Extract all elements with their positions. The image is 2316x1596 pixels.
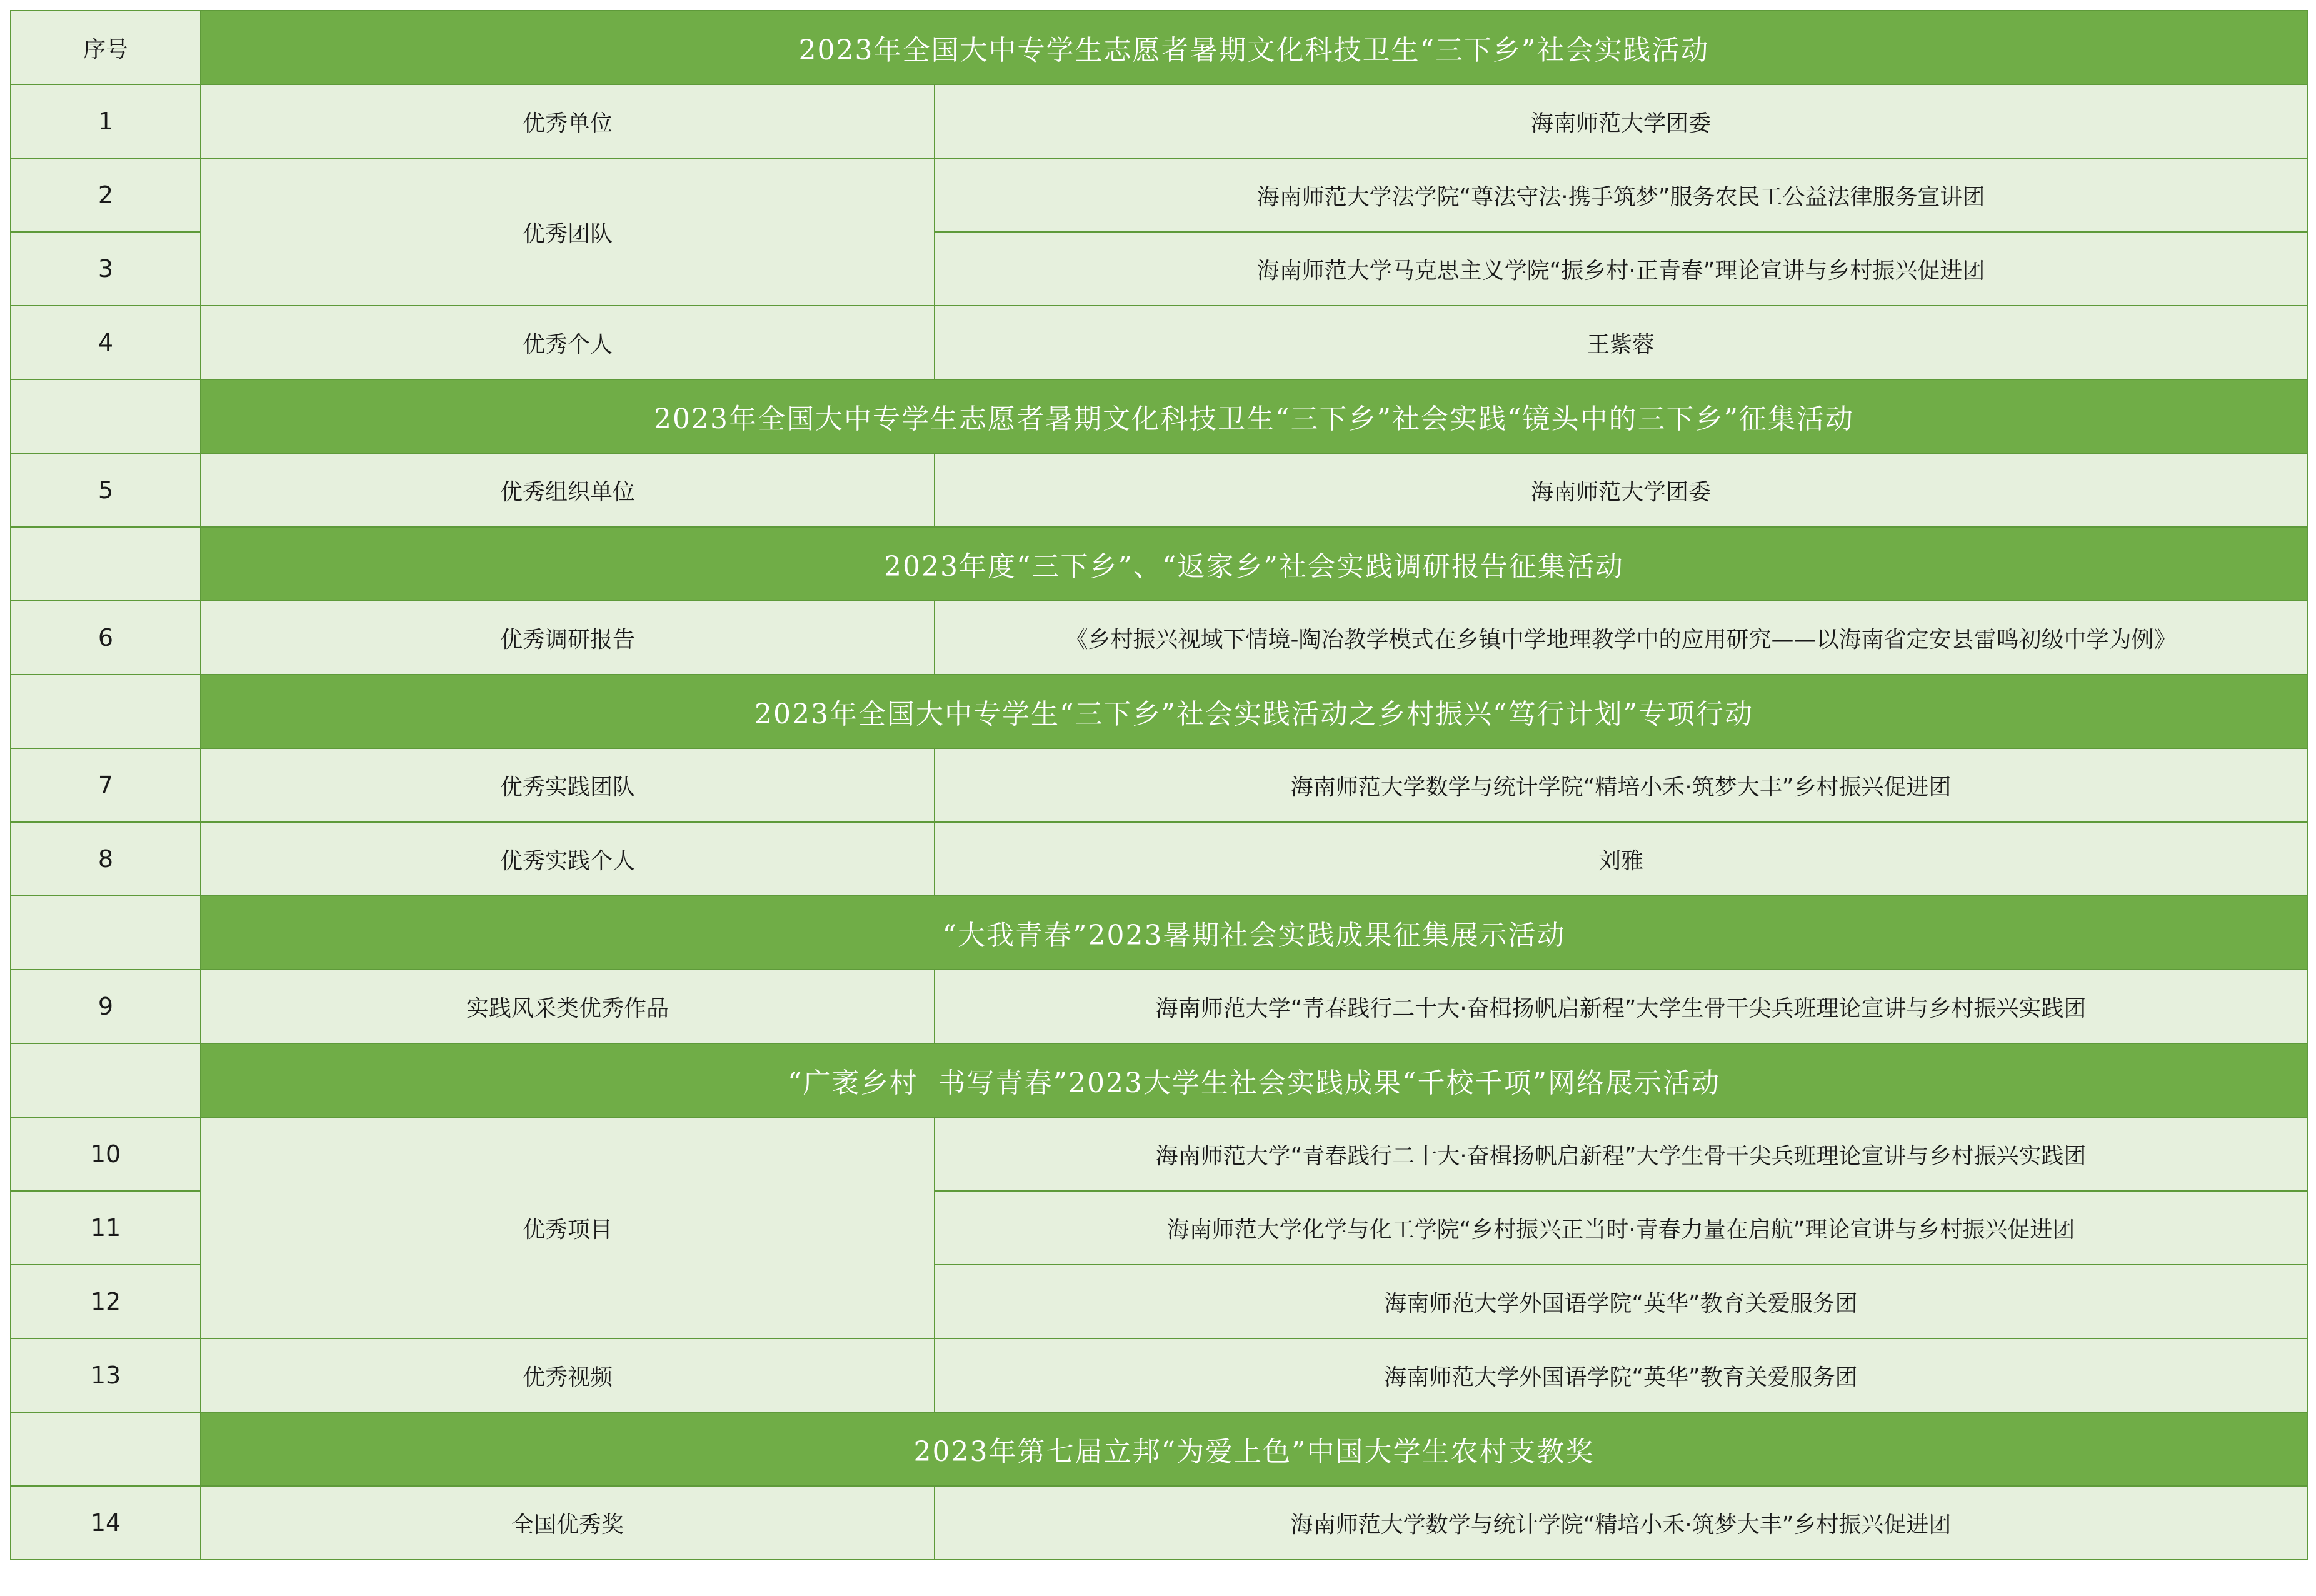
section-row: [11, 1043, 2307, 1117]
row-index: 9: [11, 970, 201, 1043]
awardee-name: 海南师范大学“青春践行二十大·奋楫扬帆启新程”大学生骨干尖兵班理论宣讲与乡村振兴实践团: [935, 970, 2307, 1043]
section-title: “大我青春”2023暑期社会实践成果征集展示活动: [201, 896, 2307, 970]
awardee-name: 《乡村振兴视域下情境-陶冶教学模式在乡镇中学地理教学中的应用研究——以海南省定安县雷鸣初级中学为例》: [935, 601, 2307, 675]
row-index-empty: [11, 1043, 201, 1117]
awards-table: [10, 10, 2308, 1560]
section-row: [11, 675, 2307, 748]
award-category: 优秀个人: [201, 306, 935, 379]
award-category: 优秀视频: [201, 1338, 935, 1412]
awardee-name: 刘雅: [935, 822, 2307, 896]
table-row: [11, 1338, 2307, 1412]
index-header: 序号: [11, 11, 201, 84]
section-title: 2023年全国大中专学生志愿者暑期文化科技卫生“三下乡”社会实践“镜头中的三下乡”征集活动: [201, 379, 2307, 453]
section-row: [11, 896, 2307, 970]
row-index-empty: [11, 527, 201, 601]
row-index: 14: [11, 1486, 201, 1560]
award-category: 优秀实践个人: [201, 822, 935, 896]
row-index: 12: [11, 1265, 201, 1338]
award-category: 优秀调研报告: [201, 601, 935, 675]
awardee-name: 海南师范大学“青春践行二十大·奋楫扬帆启新程”大学生骨干尖兵班理论宣讲与乡村振兴实践团: [935, 1117, 2307, 1191]
award-category: 优秀团队: [201, 158, 935, 306]
awardee-name: 海南师范大学团委: [935, 84, 2307, 158]
table-row: [11, 1486, 2307, 1560]
award-category: 优秀单位: [201, 84, 935, 158]
row-index: 5: [11, 453, 201, 527]
row-index: 11: [11, 1191, 201, 1265]
section-row: [11, 379, 2307, 453]
table-row: [11, 1117, 2307, 1191]
table-row: [11, 306, 2307, 379]
awardee-name: 海南师范大学马克思主义学院“振乡村·正青春”理论宣讲与乡村振兴促进团: [935, 232, 2307, 306]
awardee-name: 海南师范大学团委: [935, 453, 2307, 527]
row-index-empty: [11, 1412, 201, 1486]
table-row: [11, 84, 2307, 158]
section-row: [11, 1412, 2307, 1486]
table-row: [11, 822, 2307, 896]
award-category: 优秀实践团队: [201, 748, 935, 822]
row-index-empty: [11, 675, 201, 748]
section-title: 2023年全国大中专学生志愿者暑期文化科技卫生“三下乡”社会实践活动: [201, 11, 2307, 84]
section-title: “广袤乡村 书写青春”2023大学生社会实践成果“千校千项”网络展示活动: [201, 1043, 2307, 1117]
row-index: 13: [11, 1338, 201, 1412]
section-title: 2023年全国大中专学生“三下乡”社会实践活动之乡村振兴“笃行计划”专项行动: [201, 675, 2307, 748]
section-title: 2023年度“三下乡”、“返家乡”社会实践调研报告征集活动: [201, 527, 2307, 601]
section-row: [11, 527, 2307, 601]
row-index: 1: [11, 84, 201, 158]
row-index-empty: [11, 379, 201, 453]
awardee-name: 王紫蓉: [935, 306, 2307, 379]
row-index-empty: [11, 896, 201, 970]
awardee-name: 海南师范大学外国语学院“英华”教育关爱服务团: [935, 1265, 2307, 1338]
awardee-name: 海南师范大学数学与统计学院“精培小禾·筑梦大丰”乡村振兴促进团: [935, 748, 2307, 822]
row-index: 7: [11, 748, 201, 822]
row-index: 3: [11, 232, 201, 306]
row-index: 6: [11, 601, 201, 675]
table-row: [11, 970, 2307, 1043]
row-index: 10: [11, 1117, 201, 1191]
award-category: 优秀组织单位: [201, 453, 935, 527]
table-row: [11, 453, 2307, 527]
table-row: [11, 748, 2307, 822]
row-index: 8: [11, 822, 201, 896]
section-title: 2023年第七届立邦“为爱上色”中国大学生农村支教奖: [201, 1412, 2307, 1486]
awardee-name: 海南师范大学化学与化工学院“乡村振兴正当时·青春力量在启航”理论宣讲与乡村振兴促进团: [935, 1191, 2307, 1265]
award-category: 优秀项目: [201, 1117, 935, 1338]
award-category: 全国优秀奖: [201, 1486, 935, 1560]
row-index: 2: [11, 158, 201, 232]
awardee-name: 海南师范大学数学与统计学院“精培小禾·筑梦大丰”乡村振兴促进团: [935, 1486, 2307, 1560]
table-row: [11, 601, 2307, 675]
table-row: [11, 158, 2307, 232]
row-index: 4: [11, 306, 201, 379]
awardee-name: 海南师范大学外国语学院“英华”教育关爱服务团: [935, 1338, 2307, 1412]
awardee-name: 海南师范大学法学院“尊法守法·携手筑梦”服务农民工公益法律服务宣讲团: [935, 158, 2307, 232]
award-category: 实践风采类优秀作品: [201, 970, 935, 1043]
header-row: [11, 11, 2307, 84]
